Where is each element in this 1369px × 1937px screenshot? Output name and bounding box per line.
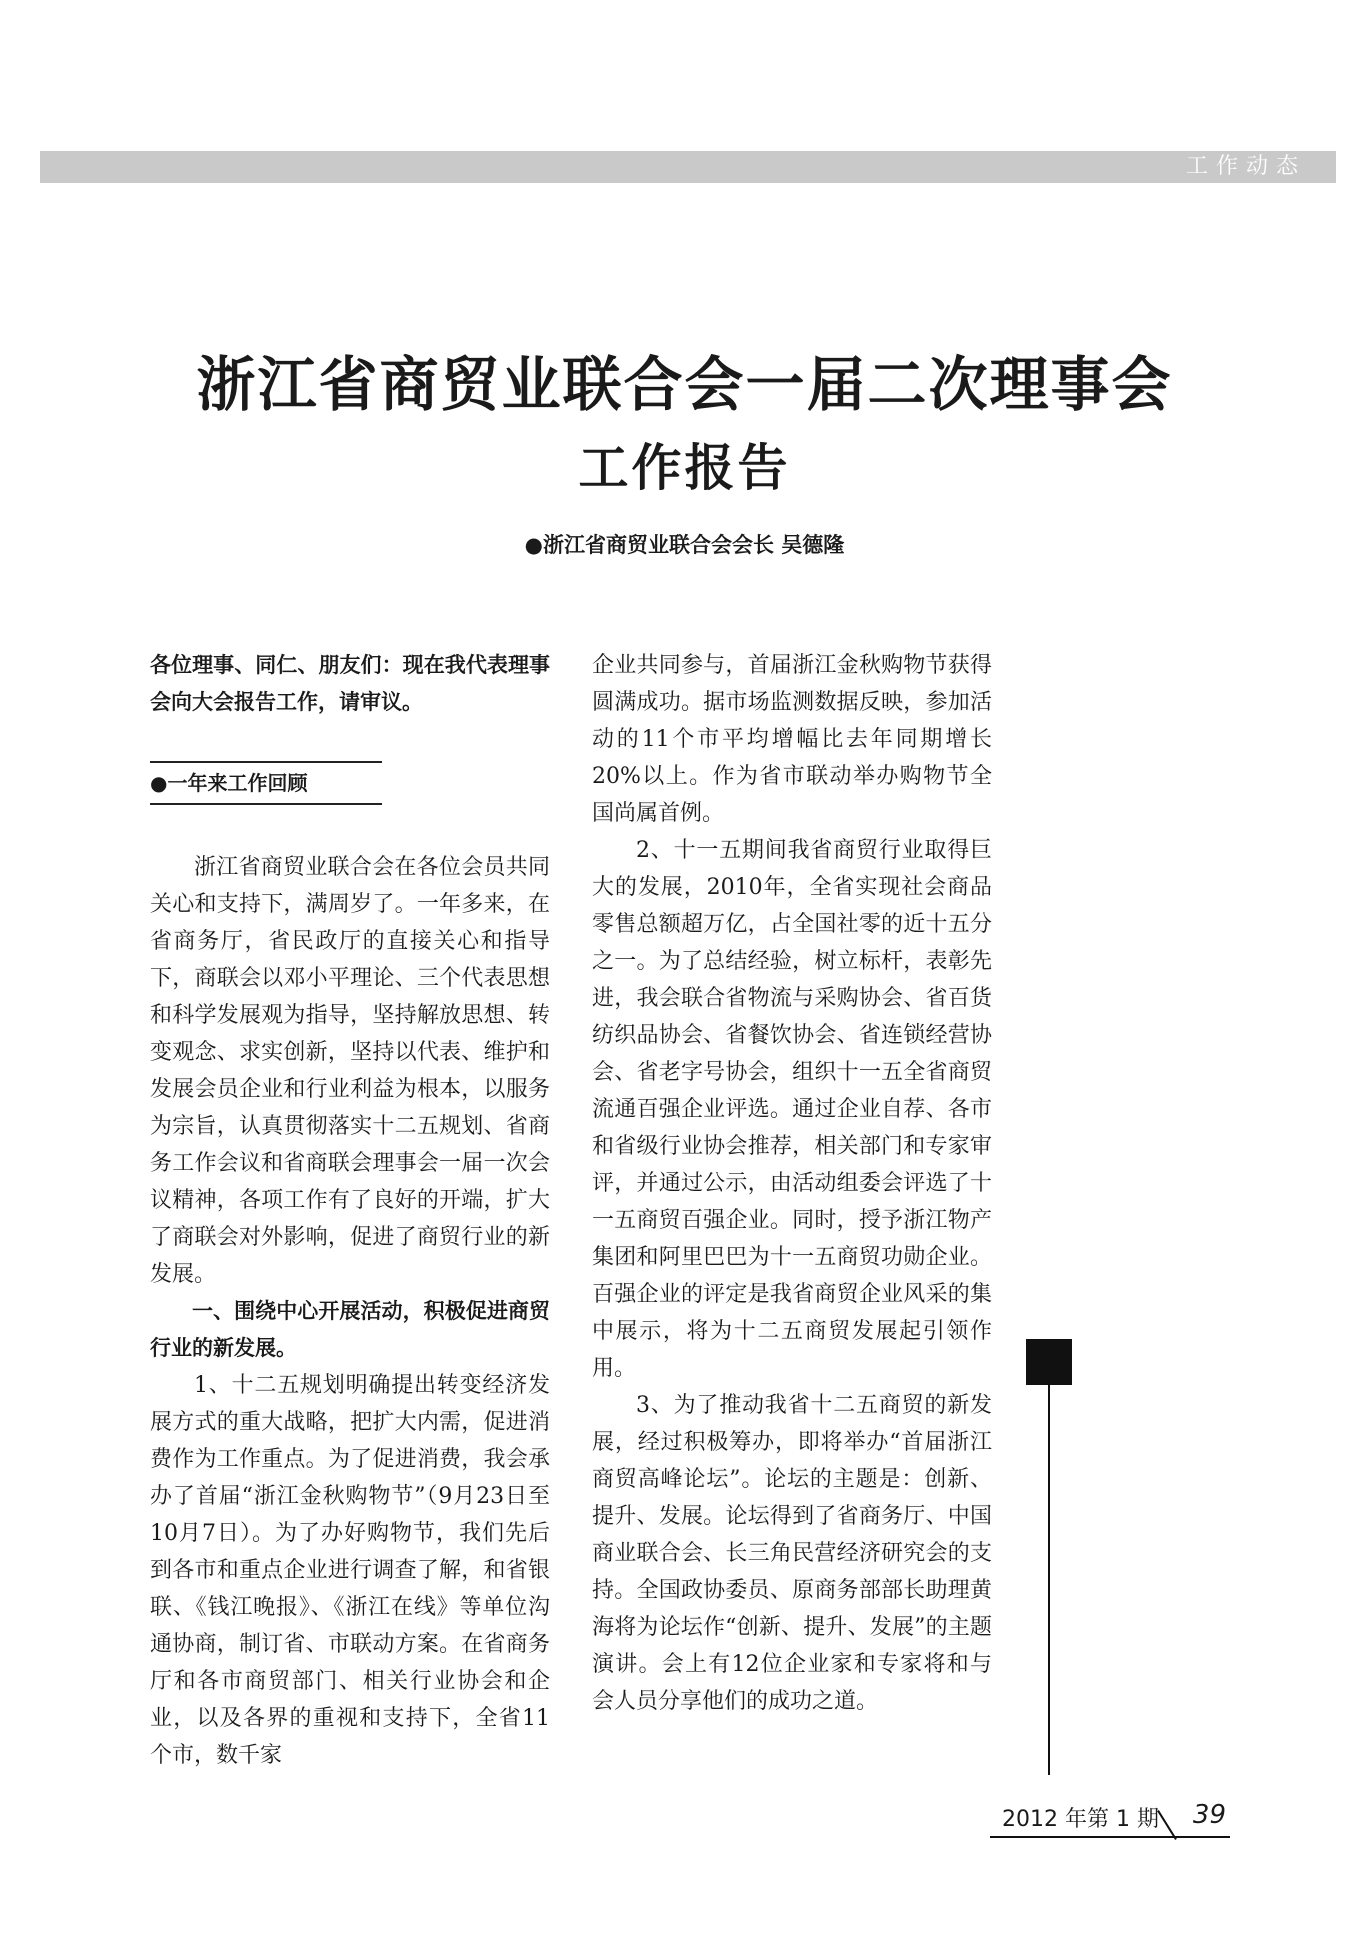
article-title: 浙江省商贸业联合会一届二次理事会 bbox=[196, 350, 1173, 419]
page-footer bbox=[990, 1800, 1230, 1838]
body-paragraph: 1、十二五规划明确提出转变经济发展方式的重大战略，把扩大内需，促进消费作为工作重点。为了促进消费，我会承办了首届“浙江金秋购物节”（9月23日至10月7日）。为了办好购物节，我们先后到各市和重点企业进行调查了解，和省银联、《钱江晚报》、《浙江在线》等单位沟通协商，制订省、市联动方案。在省商务厅和各市商贸部门、相关行业协会和企业，以及各界的重视和支持下，全省11个市，数千家 bbox=[150, 1373, 550, 1768]
section-label: 工作动态 bbox=[1185, 154, 1306, 179]
body-paragraph: 企业共同参与，首届浙江金秋购物节获得圆满成功。据市场监测数据反映，参加活动的11个市平均增幅比去年同期增长20%以上。作为省市联动举办购物节全国尚属首例。 bbox=[592, 653, 992, 826]
body-paragraph: 浙江省商贸业联合会在各位会员共同关心和支持下，满周岁了。一年多来，在省商务厅，省民政厅的直接关心和指导下，商联会以邓小平理论、三个代表思想和科学发展观为指导，坚持解放思想、转变观念、求实创新，坚持以代表、维护和发展会员企业和行业利益为根本，以服务为宗旨，认真贯彻落实十二五规划、省商务工作会议和省商联会理事会一届一次会议精神，各项工作有了良好的开端，扩大了商联会对外影响，促进了商贸行业的新发展。 bbox=[150, 855, 550, 1287]
decorative-block bbox=[1026, 1339, 1072, 1385]
section-header-bar bbox=[40, 151, 1336, 183]
body-paragraph: 3、为了推动我省十二五商贸的新发展，经过积极筹办，即将举办“首届浙江商贸高峰论坛”。论坛的主题是：创新、提升、发展。论坛得到了省商务厅、中国商业联合会、长三角民营经济研究会的支持。全国政协委员、原商务部部长助理黄海将为论坛作“创新、提升、发展”的主题演讲。会上有12位企业家和专家将和与会人员分享他们的成功之道。 bbox=[592, 1393, 992, 1714]
article-subtitle: 工作报告 bbox=[578, 439, 791, 497]
issue-number: 2012 年第 1 期 bbox=[1002, 1807, 1159, 1832]
page-number: 39 bbox=[1192, 1800, 1226, 1830]
right-column bbox=[592, 647, 992, 1720]
author-byline: ●浙江省商贸业联合会会长 吴德隆 bbox=[524, 533, 845, 557]
greeting-paragraph: 各位理事、同仁、朋友们：现在我代表理事会向大会报告工作，请审议。 bbox=[150, 653, 550, 714]
left-column bbox=[150, 647, 550, 1774]
decorative-rule bbox=[1048, 1385, 1050, 1775]
subheading-paragraph: 一、围绕中心开展活动，积极促进商贸行业的新发展。 bbox=[150, 1299, 550, 1360]
body-paragraph: 2、十一五期间我省商贸行业取得巨大的发展，2010年，全省实现社会商品零售总额超万亿，占全国社零的近十五分之一。为了总结经验，树立标杆，表彰先进，我会联合省物流与采购协会、省百货纺织品协会、省餐饮协会、省连锁经营协会、省老字号协会，组织十一五全省商贸流通百强企业评选。通过企业自荐、各市和省级行业协会推荐，相关部门和专家审评，并通过公示，由活动组委会评选了十一五商贸百强企业。同时，授予浙江物产集团和阿里巴巴为十一五商贸功勋企业。百强企业的评定是我省商贸企业风采的集中展示，将为十二五商贸发展起引领作用。 bbox=[592, 838, 992, 1381]
footer-divider bbox=[1157, 1810, 1177, 1840]
section-heading: ●一年来工作回顾 bbox=[150, 761, 382, 805]
